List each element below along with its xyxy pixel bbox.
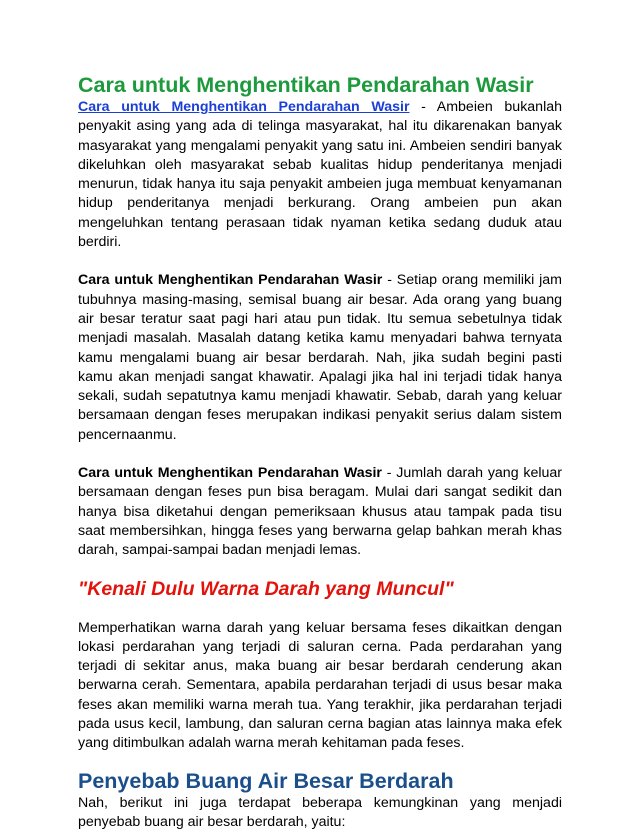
paragraph-3-text: - Jumlah darah yang keluar bersamaan dengan feses pun bisa beragam. Mulai dari sangat sedikit dan hanya bisa diketahui dengan pemeriksaan khusus atau tampak pada tisu saat membersihkan, hingga feses yang berwarna gelap bahkan merah khas darah, sampai-sampai badan menjadi lemas.: [78, 465, 562, 559]
title-link[interactable]: Cara untuk Menghentikan Pendarahan Wasir: [78, 99, 410, 115]
paragraph-1: [78, 98, 562, 252]
blue-heading: Penyebab Buang Air Besar Berdarah: [78, 768, 454, 793]
paragraph-2-text: - Setiap orang memiliki jam tubuhnya masing-masing, semisal buang air besar. Ada orang yang buang air besar teratur saat pagi hari atau pun tidak. Itu semua sebetulnya tidak menjadi masalah. Masalah datang ketika kamu menyadari bahwa ternyata kamu mengalami buang air besar berdarah. Nah, jika sudah begini pasti kamu akan menjadi sangat khawatir. Apalagi jika hal ini terjadi tidak hanya sekali, sudah sepatutnya kamu menjadi khawatir. Sebab, darah yang keluar bersamaan dengan feses merupakan indikasi penyakit serius dalam sistem pencernaanmu.: [78, 272, 562, 443]
paragraph-2-lead: Cara untuk Menghentikan Pendarahan Wasir: [78, 272, 383, 289]
paragraph-4: Memperhatikan warna darah yang keluar bersama feses dikaitkan dengan lokasi perdarahan yang terjadi di saluran cerna. Pada perdarahan yang terjadi di sekitar anus, maka buang air besar berdarah cenderung akan berwarna cerah. Sementara, apabila perdarahan terjadi di usus besar maka feses akan memiliki warna merah tua. Yang terakhir, jika perdarahan terjadi pada usus kecil, lambung, dan saluran cerna bagian atas lainnya maka efek yang ditimbulkan adalah warna merah kehitaman pada feses.: [78, 619, 562, 752]
page-title: Cara untuk Menghentikan Pendarahan Wasir: [78, 73, 534, 97]
paragraph-5: Nah, berikut ini juga terdapat beberapa kemungkinan yang menjadi penyebab buang air besar berdarah, yaitu:: [78, 794, 562, 830]
document-page: [78, 72, 562, 832]
paragraph-2: [78, 271, 562, 445]
paragraph-3: [78, 464, 562, 560]
paragraph-3-lead: Cara untuk Menghentikan Pendarahan Wasir: [78, 465, 382, 482]
paragraph-1-text: - Ambeien bukanlah penyakit asing yang ada di telinga masyarakat, hal itu dikarenakan banyak masyarakat yang mengalami penyakit yang satu ini. Ambeien sendiri banyak dikeluhkan oleh masyarakat sebab kualitas hidup penderitanya menjadi menurun, tidak hanya itu saja penyakit ambeien juga membuat kenyamanan hidup penderitanya menjadi berkurang. Orang ambeien pun akan mengeluhkan tentang perasaan tidak nyaman ketika sedang duduk atau berdiri.: [78, 99, 562, 251]
red-subheading: "Kenali Dulu Warna Darah yang Muncul": [78, 577, 454, 600]
